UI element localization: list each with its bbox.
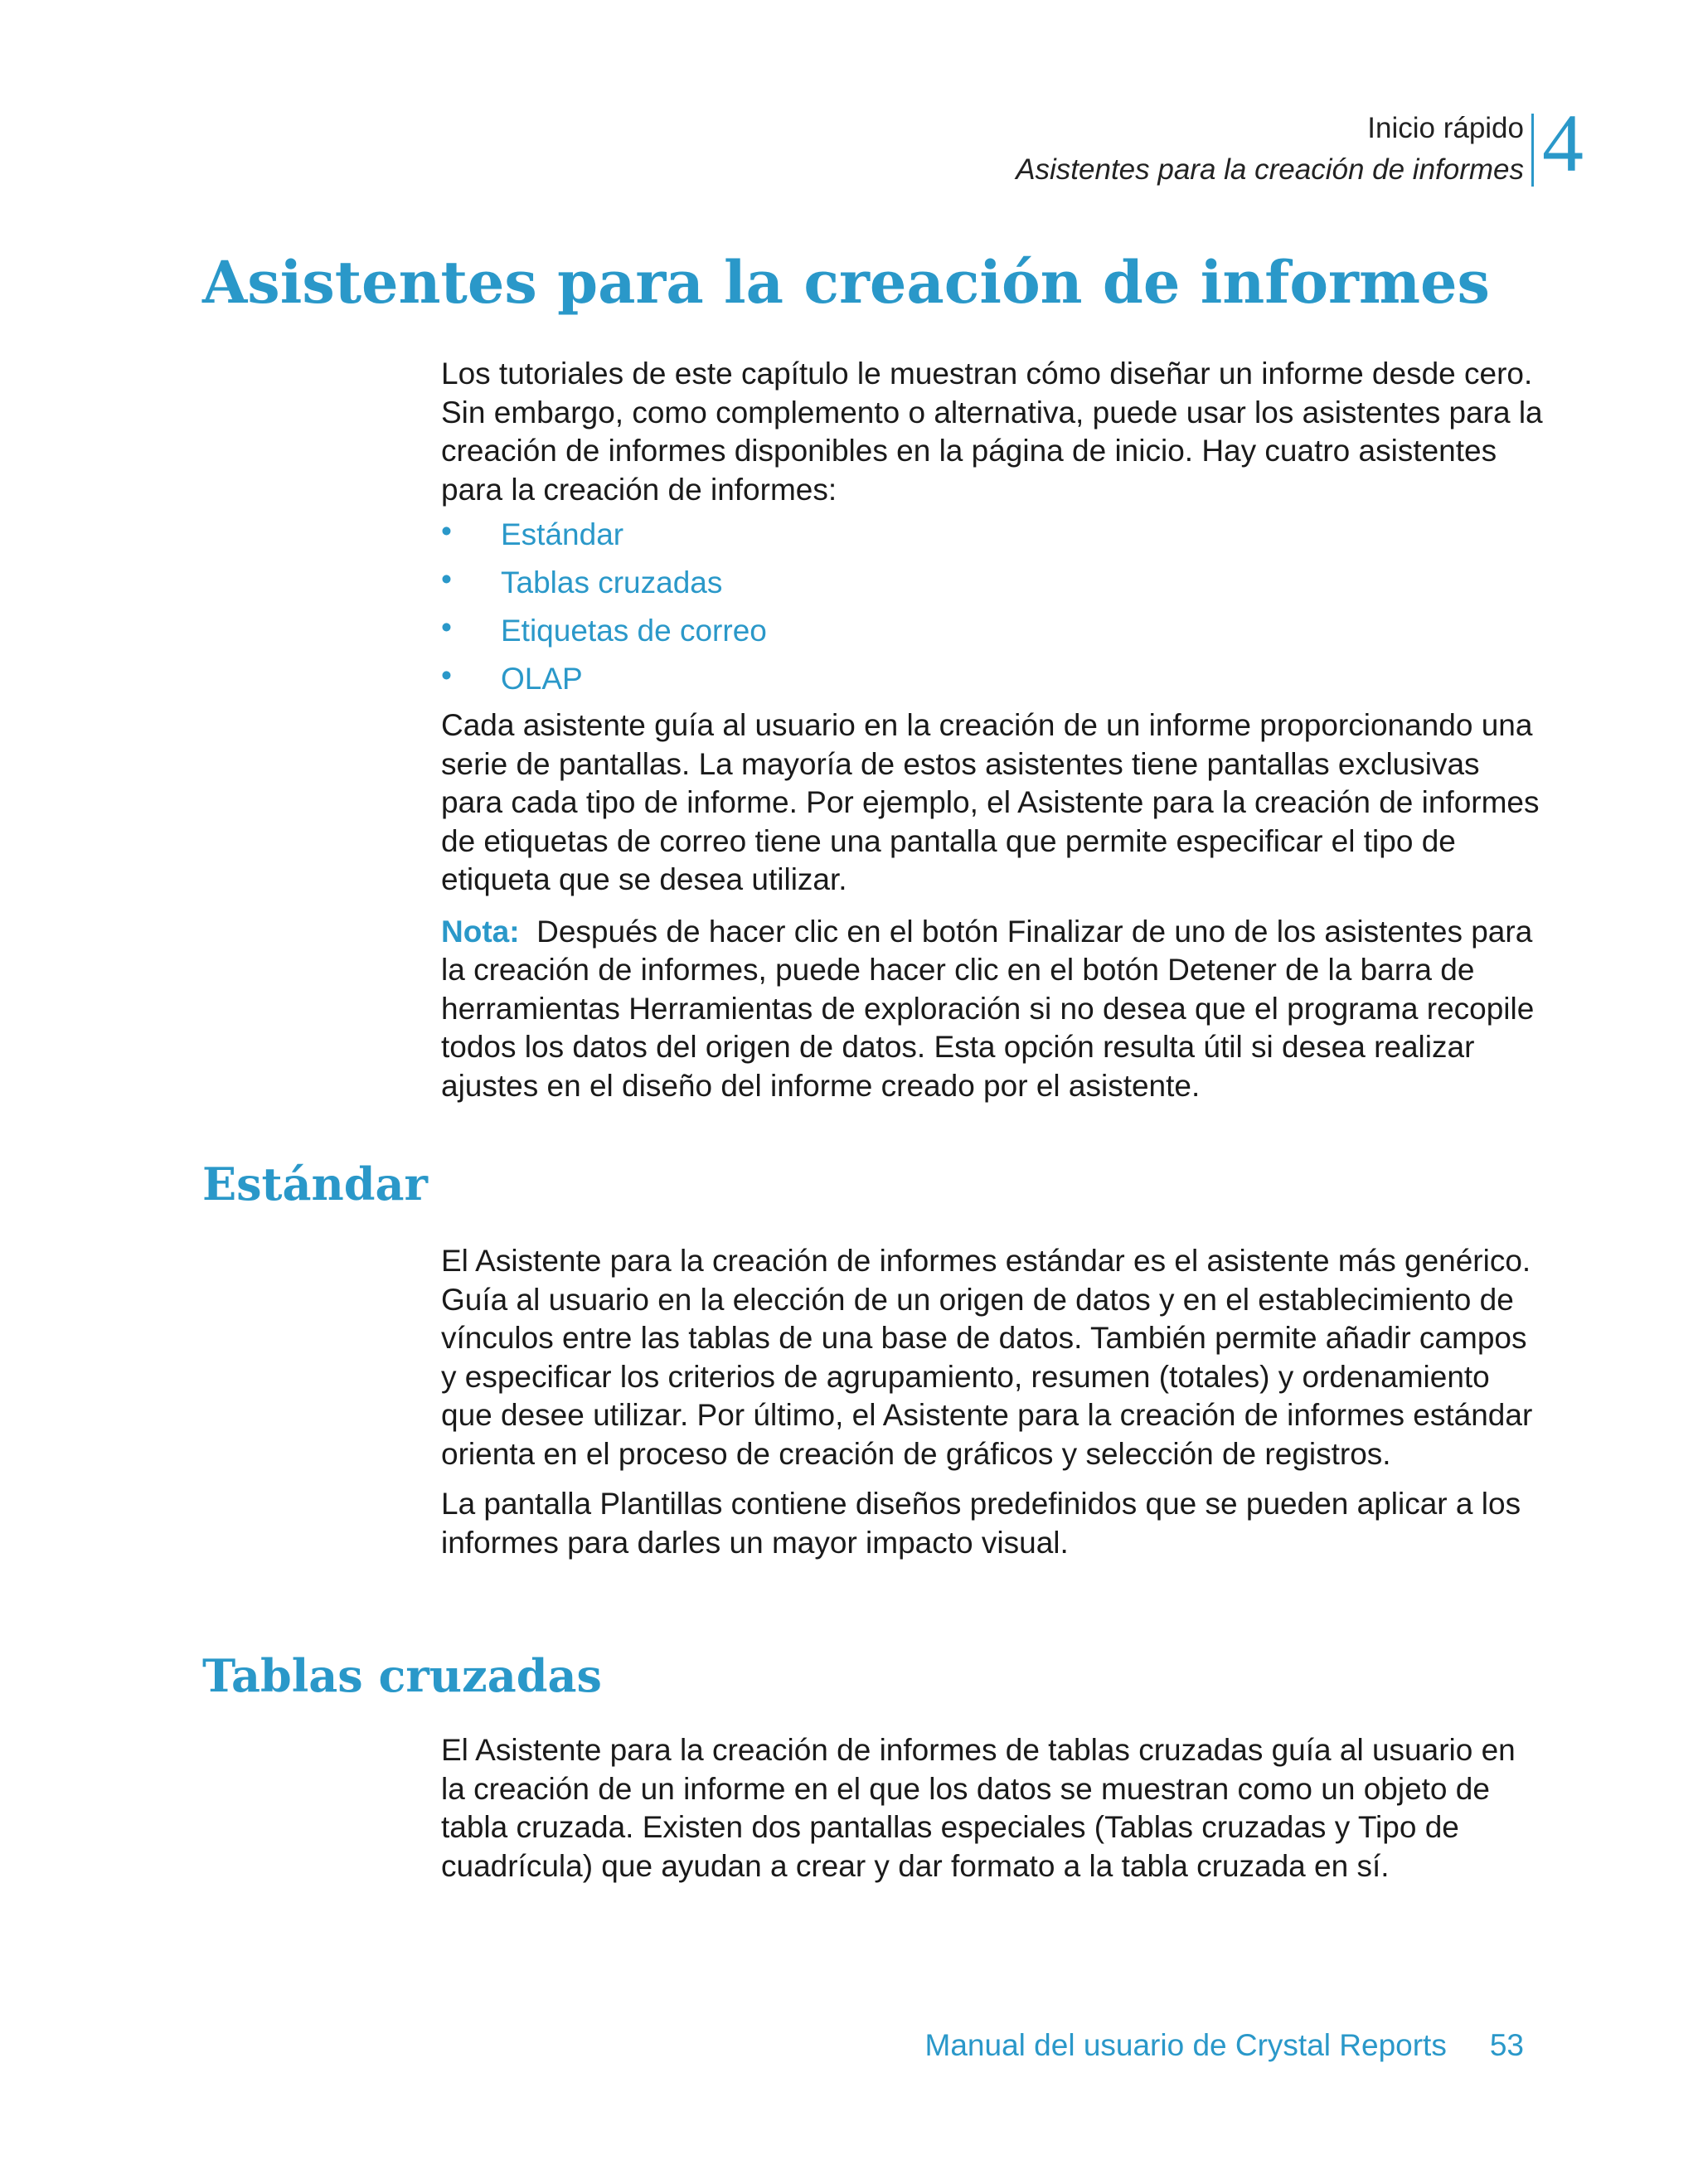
list-item (441, 655, 1544, 703)
standard-block (441, 1242, 1544, 1562)
chapter-number: 4 (1542, 97, 1584, 189)
list-item (441, 607, 1544, 655)
bullet-icon: • (441, 658, 452, 692)
list-item (441, 511, 1544, 559)
list-item-label: Estándar (501, 517, 624, 551)
running-header (1016, 108, 1524, 191)
bullet-icon: • (441, 562, 452, 596)
page-footer (925, 2025, 1524, 2066)
note-text: Después de hacer clic en el botón Finalizar de uno de los asistentes para la creación de informes, puede hacer clic en el botón Detener de la barra de herramientas Herramientas de exploración si no desea que el programa recopile todos los datos del origen de datos. Esta opción resulta útil si desea realizar ajustes en el diseño del informe creado por el asistente. (441, 914, 1535, 1103)
section-subtitle: Asistentes para la creación de informes (1016, 153, 1524, 186)
page-title: Asistentes para la creación de informes (202, 248, 1490, 317)
intro-paragraph-2: Cada asistente guía al usuario en la creación de un informe proporcionando una serie de pantallas. La mayoría de estos asistentes tiene pantallas exclusivas para cada tipo de informe. Por ejemplo, el Asistente para la creación de informes de etiquetas de correo tiene una pantalla que permite especificar el tipo de etiqueta que se desea utilizar. (441, 708, 1540, 896)
crosstab-block (441, 1731, 1544, 1886)
list-item (441, 559, 1544, 607)
list-item-label: Etiquetas de correo (501, 614, 767, 648)
list-item-label: OLAP (501, 662, 583, 696)
section-heading-crosstab: Tablas cruzadas (202, 1649, 602, 1702)
intro-paragraph: Los tutoriales de este capítulo le muestran cómo diseñar un informe desde cero. Sin embargo, como complemento o alternativa, puede usar los asistentes para la creación de informes disponibles en la página de inicio. Hay cuatro asistentes para la creación de informes: (441, 357, 1543, 507)
wizard-list (441, 511, 1544, 703)
chapter-divider (1531, 114, 1534, 187)
crosstab-paragraph: El Asistente para la creación de informes de tablas cruzadas guía al usuario en la creación de un informe en el que los datos se muestran como un objeto de tabla cruzada. Existen dos pantallas especiales (Tablas cruzadas y Tipo de cuadrícula) que ayudan a crear y dar formato a la tabla cruzada en sí. (441, 1733, 1516, 1883)
standard-paragraph-2: La pantalla Plantillas contiene diseños predefinidos que se pueden aplicar a los informes para darles un mayor impacto visual. (441, 1487, 1521, 1560)
list-item-label: Tablas cruzadas (501, 565, 723, 599)
bullet-icon: • (441, 610, 452, 644)
intro-block (441, 355, 1544, 1105)
standard-paragraph-1: El Asistente para la creación de informes estándar es el asistente más genérico. Guía al usuario en la elección de un origen de datos y en el establecimiento de vínculos entre las tablas de una base de datos. También permite añadir campos y especificar los criterios de agrupamiento, resumen (totales) y ordenamiento que desee utilizar. Por último, el Asistente para la creación de informes estándar orienta en el proceso de creación de gráficos y selección de registros. (441, 1244, 1533, 1471)
manual-title: Manual del usuario de Crystal Reports (924, 2028, 1447, 2062)
note-label: Nota: (441, 914, 520, 949)
note-paragraph (441, 913, 1544, 1106)
section-heading-standard: Estándar (202, 1158, 428, 1211)
chapter-title: Inicio rápido (1367, 112, 1524, 144)
bullet-icon: • (441, 514, 452, 548)
page-number: 53 (1489, 2028, 1524, 2062)
